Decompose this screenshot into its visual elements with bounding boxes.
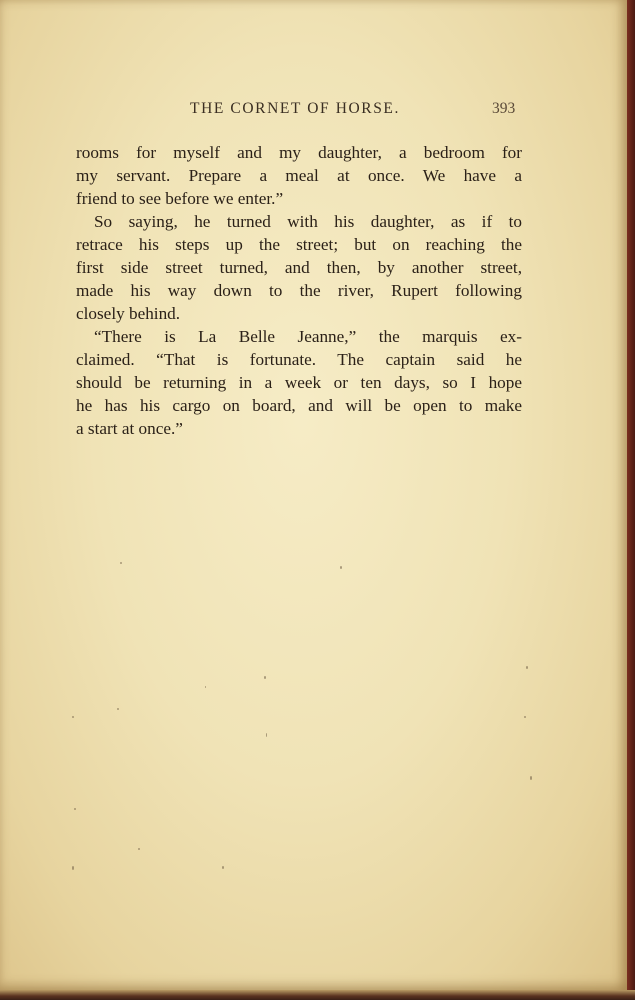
text-line: closely behind. [76, 304, 181, 323]
text-line: friend to see before we enter.” [76, 189, 284, 208]
book-bottom-edge [0, 990, 635, 1000]
body-text [76, 141, 522, 440]
running-title: THE CORNET OF HORSE. [190, 100, 400, 117]
text-line: first side street turned, and then, by another street, [76, 258, 522, 277]
page-number: 393 [492, 100, 516, 117]
text-line: should be returning in a week or ten days, so I hope [76, 373, 522, 392]
text-line: claimed. “That is fortunate. The captain said he [76, 350, 522, 369]
text-line: retrace his steps up the street; but on reaching the [76, 235, 522, 254]
book-binding-edge [627, 0, 635, 1000]
text-line: rooms for myself and my daughter, a bedroom for [76, 143, 522, 162]
text-line: he has his cargo on board, and will be open to make [76, 396, 522, 415]
paragraph-start-line: “There is La Belle Jeanne,” the marquis ex- [94, 327, 522, 346]
text-line: made his way down to the river, Rupert following [76, 281, 522, 300]
paragraph-start-line: So saying, he turned with his daughter, as if to [94, 212, 522, 231]
text-line: a start at once.” [76, 419, 183, 438]
running-head [0, 100, 627, 124]
text-line: my servant. Prepare a meal at once. We have a [76, 166, 522, 185]
